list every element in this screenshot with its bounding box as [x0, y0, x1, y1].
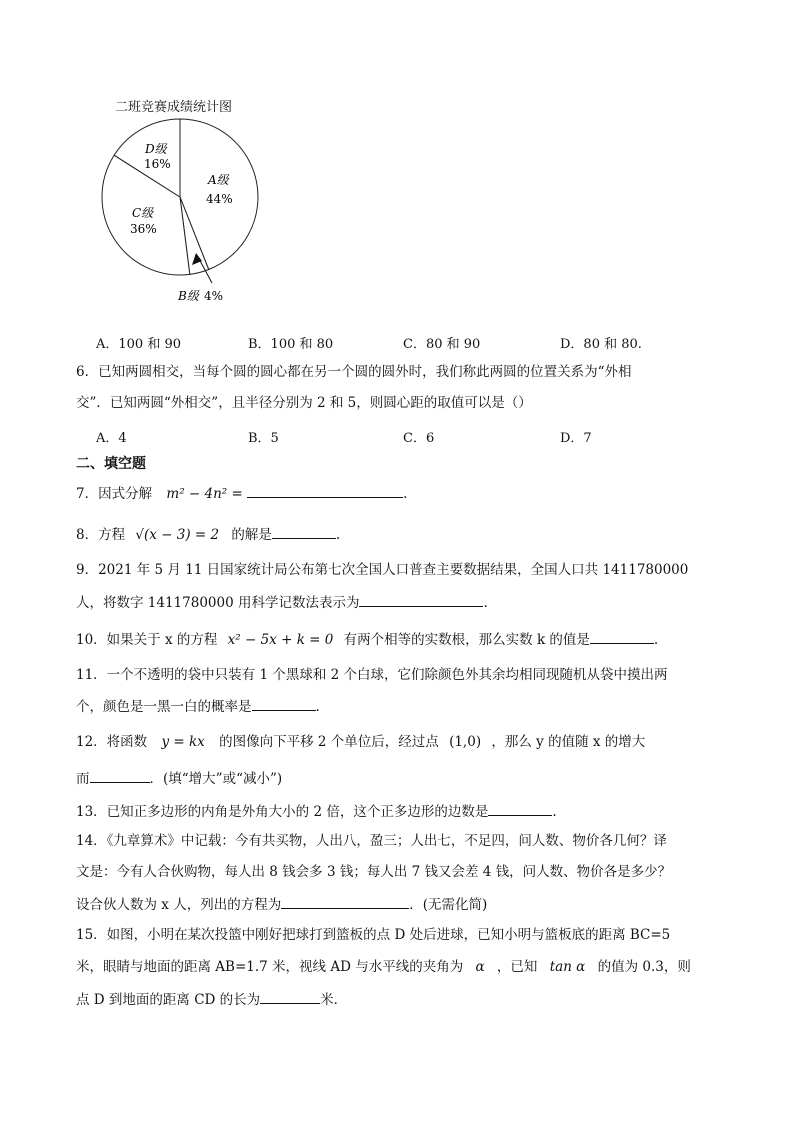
q6-option-c: C．6 [403, 431, 435, 446]
q12-answer-blank[interactable] [90, 768, 150, 783]
pie-label-a-pct: 44% [206, 192, 233, 206]
q9-line-2: 人，将数字 1411780000 用科学记数法表示为 [76, 595, 360, 611]
q6-line-2: 交”．已知两圆“外相交”，且半径分别为 2 和 5，则圆心距的取值可以是（） [76, 395, 532, 411]
q15-line-2-a: 米，眼睛与地面的距离 AB=1.7 米，视线 AD 与水平线的夹角为 [76, 959, 464, 975]
q12-middle: 的图像向下平移 2 个单位后，经过点 [219, 734, 439, 750]
q15-line-2-b: ，已知 [496, 959, 538, 975]
q15-answer-blank[interactable] [260, 989, 320, 1004]
q10-expression: x² − 5x + k = 0 [227, 632, 334, 648]
pie-chart [90, 115, 270, 315]
q9-line-2-wrap [76, 592, 488, 612]
pie-label-a-name: A级 [208, 173, 229, 187]
q12-line-2 [76, 768, 282, 788]
q15-line-2 [76, 958, 691, 976]
q10-prefix: 10．如果关于 x 的方程 [76, 632, 218, 648]
q13-text: 13．已知正多边形的内角是外角大小的 2 倍，这个正多边形的边数是 [76, 804, 489, 820]
q14-line-2: 文是：今有人合伙购物，每人出 8 钱会多 3 钱；每人出 7 钱又会差 4 钱，问人数、物价各是多少？ [76, 864, 672, 880]
q15-line-1: 15．如图，小明在某次投篮中刚好把球打到篮板的点 D 处后进球，已知小明与篮板底的距离 BC=5 [76, 927, 671, 943]
q14-line-3 [76, 894, 487, 914]
question-13 [76, 801, 557, 821]
q8-middle: 的解是 [231, 527, 272, 543]
q14-line-1: 14．《九章算术》中记载：今有共买物，人出八，盈三；人出七，不足四，问人数、物价各几何？译 [76, 833, 667, 849]
q12-function: y = kx [161, 734, 205, 750]
q10-suffix: . [653, 632, 659, 648]
q7-prefix: 7．因式分解 [76, 486, 153, 502]
q12-point: (1,0) [449, 734, 482, 750]
q15-alpha: α [475, 959, 485, 975]
pie-label-b-pct: 4% [204, 289, 224, 303]
q9-suffix: . [483, 595, 488, 611]
q11-line-1: 11．一个不透明的袋中只装有 1 个黑球和 2 个白球，它们除颜色外其余均相同现随机从袋中摸出两 [76, 667, 668, 683]
q8-answer-blank[interactable] [272, 524, 336, 539]
q12-line-1 [76, 733, 645, 751]
section-title: 二、填空题 [76, 456, 146, 472]
pie-label-c-pct: 36% [130, 222, 157, 236]
pie-slices [102, 119, 258, 275]
q14-answer-blank[interactable] [281, 894, 409, 909]
pie-label-d-pct: 16% [144, 157, 171, 171]
q8-suffix: . [335, 527, 341, 543]
q7-answer-blank[interactable] [247, 483, 403, 498]
q10-answer-blank[interactable] [590, 629, 654, 644]
question-8 [76, 524, 340, 544]
q15-line-3 [76, 989, 347, 1009]
q11-line-2-wrap [76, 696, 320, 716]
q11-line-2: 个，颜色是一黑一白的概率是 [76, 699, 252, 715]
q9-line-1: 9．2021 年 5 月 11 日国家统计局公布第七次全国人口普查主要数据结果，全国人口共 1411780000 [76, 562, 689, 578]
pie-label-d-name: D级 [145, 142, 167, 156]
q6-option-b: B．5 [248, 431, 279, 446]
chart-title: 二班竞赛成绩统计图 [115, 100, 233, 115]
q11-answer-blank[interactable] [252, 696, 316, 711]
q6-option-a: A．4 [96, 431, 127, 446]
q9-answer-blank[interactable] [359, 592, 483, 607]
q15-line-3-prefix: 点 D 到地面的距离 CD 的长为 [76, 992, 261, 1008]
pie-label-c-name: C级 [132, 206, 154, 220]
q12-line-2-prefix: 而 [76, 771, 90, 787]
q15-line-2-c: 的值为 0.3，则 [597, 959, 691, 975]
q14-line-3-suffix: ．(无需化简) [409, 897, 488, 913]
q11-suffix: . [315, 699, 320, 715]
q15-tan: tan α [549, 959, 586, 975]
q5-option-d: D．80 和 80. [560, 337, 642, 352]
q10-middle: 有两个相等的实数根，那么实数 k 的值是 [343, 632, 590, 648]
q5-option-c: C．80 和 90 [403, 337, 481, 352]
q15-line-3-suffix: 米． [320, 992, 348, 1008]
pie-label-b-name: B级 [178, 289, 199, 303]
q12-line-2-suffix: ．(填“增大”或“减小”) [149, 771, 283, 787]
q7-suffix: . [403, 486, 408, 502]
q13-answer-blank[interactable] [488, 801, 552, 816]
q14-line-3-prefix: 设合伙人数为 x 人，列出的方程为 [76, 897, 282, 913]
q12-prefix: 12．将函数 [76, 734, 148, 750]
q6-option-d: D．7 [560, 431, 592, 446]
q6-line-1: 6．已知两圆相交，当每个圆的圆心都在另一个圆的圆外时，我们称此两圆的位置关系为“外相 [76, 364, 632, 380]
q8-expression: √(x − 3) = 2 [135, 527, 220, 543]
q5-option-b: B．100 和 80 [248, 337, 334, 352]
q7-expression: m² − 4n² = [166, 486, 243, 502]
question-10 [76, 629, 658, 649]
q5-option-a: A．100 和 90 [96, 337, 182, 352]
q8-prefix: 8．方程 [76, 527, 126, 543]
q13-suffix: . [552, 804, 557, 820]
q12-tail: ，那么 y 的值随 x 的增大 [491, 734, 646, 750]
question-7 [76, 483, 407, 503]
